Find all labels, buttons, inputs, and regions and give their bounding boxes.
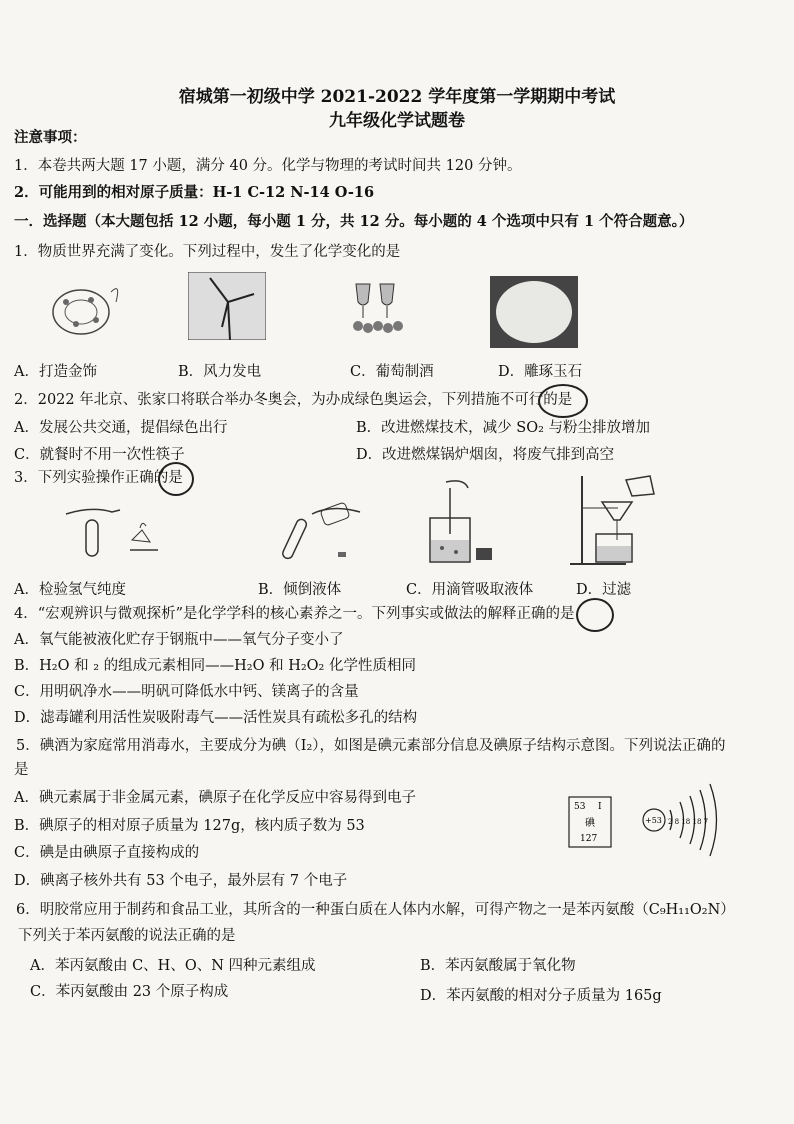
q6-stem: 6．明胶常应用于制药和食品工业，其所含的一种蛋白质在人体内水解，可得产物之一是苯丙氨酸（C₉H₁₁O₂N）	[16, 902, 735, 918]
note-1: 1．本卷共两大题 17 小题，满分 40 分。化学与物理的考试时间共 120 分钟。	[14, 158, 522, 174]
q6-option-d: D．苯丙氨酸的相对分子质量为 165g	[420, 988, 662, 1004]
q3-stem: 3．下列实验操作正确的是	[14, 470, 183, 486]
q4-option-a: A．氧气能被液化贮存于钢瓶中——氧气分子变小了	[14, 632, 344, 648]
q1-option-a: A．打造金饰	[14, 364, 97, 380]
q2-option-d: D．改进燃煤锅炉烟囱，将废气排到高空	[356, 447, 615, 463]
handwritten-circle	[158, 462, 194, 496]
q4-option-d: D．滤毒罐利用活性炭吸附毒气——活性炭具有疏松多孔的结构	[14, 710, 418, 726]
pour-liquid-image	[282, 498, 382, 562]
q6-stem-continued: 下列关于苯丙氨酸的说法正确的是	[18, 928, 236, 944]
exam-title: 宿城第一初级中学 2021-2022 学年度第一学期期中考试	[178, 87, 616, 107]
q1-stem: 1．物质世界充满了变化。下列过程中，发生了化学变化的是	[14, 244, 401, 260]
element-name: 碘	[585, 818, 595, 829]
wine-grapes-image	[348, 276, 410, 340]
element-number: 53	[574, 802, 586, 812]
element-symbol: I	[598, 802, 602, 812]
wind-turbine-image	[188, 272, 266, 340]
q1-option-d: D．雕琢玉石	[498, 364, 583, 380]
notes-heading: 注意事项：	[14, 129, 87, 146]
q5-option-d: D．碘离子核外共有 53 个电子，最外层有 7 个电子	[14, 873, 348, 889]
handwritten-circle	[538, 384, 588, 418]
q1-option-c: C．葡萄制酒	[350, 364, 434, 380]
q6-option-b: B．苯丙氨酸属于氧化物	[420, 958, 576, 974]
q2-stem: 2．2022 年北京、张家口将联合举办冬奥会，为办成绿色奥运会，下列措施不可行的是	[14, 392, 573, 408]
note-2: 2．可能用到的相对原子质量：H-1 C-12 N-14 O-16	[14, 184, 375, 201]
q5-option-a: A．碘元素属于非金属元素，碘原子在化学反应中容易得到电子	[14, 790, 416, 806]
q5-option-b: B．碘原子的相对原子质量为 127g，核内质子数为 53	[14, 818, 365, 834]
q3-option-c: C．用滴管吸取液体	[406, 582, 534, 598]
q2-option-a: A．发展公共交通，提倡绿色出行	[14, 420, 228, 436]
iodine-atom-structure	[640, 780, 740, 860]
q5-option-c: C．碘是由碘原子直接构成的	[14, 845, 200, 861]
q3-option-a: A．检验氢气纯度	[14, 582, 126, 598]
q6-option-c: C．苯丙氨酸由 23 个原子构成	[30, 984, 229, 1000]
exam-subtitle: 九年级化学试题卷	[329, 111, 465, 131]
q1-option-b: B．风力发电	[178, 364, 262, 380]
iodine-element-cell	[568, 796, 612, 848]
filtration-image	[566, 472, 662, 566]
section-heading: 一．选择题（本大题包括 12 小题，每小题 1 分，共 12 分。每小题的 4 个选项中只有 1 个符合题意。）	[14, 213, 694, 230]
nucleus-charge: +53	[645, 816, 662, 825]
q5-stem: 5．碘酒为家庭常用消毒水，主要成分为碘（I₂），如图是碘元素部分信息及碘原子结构示意图。下列说法正确的	[16, 738, 726, 754]
q4-option-c: C．用明矾净水——明矾可降低水中钙、镁离子的含量	[14, 684, 359, 700]
q4-stem: 4．“宏观辨识与微观探析”是化学学科的核心素养之一。下列事实或做法的解释正确的是	[14, 606, 575, 622]
jade-stone-image	[490, 276, 578, 348]
element-mass: 127	[580, 834, 598, 844]
handwritten-circle	[576, 598, 614, 632]
hydrogen-test-image	[62, 500, 162, 560]
dropper-image	[424, 478, 494, 564]
q2-option-c: C．就餐时不用一次性筷子	[14, 447, 185, 463]
q3-option-d: D．过滤	[576, 582, 632, 598]
q5-stem-continued: 是	[14, 762, 29, 778]
electron-shells: 2 8 18 18 7	[668, 818, 709, 826]
q6-option-a: A．苯丙氨酸由 C、H、O、N 四种元素组成	[30, 958, 316, 974]
q2-option-b: B．改进燃煤技术，减少 SO₂ 与粉尘排放增加	[356, 420, 651, 436]
q3-option-b: B．倾倒液体	[258, 582, 342, 598]
gold-jewelry-image	[36, 272, 136, 342]
q4-option-b: B．H₂O 和 ₂ 的组成元素相同——H₂O 和 H₂O₂ 化学性质相同	[14, 658, 416, 674]
